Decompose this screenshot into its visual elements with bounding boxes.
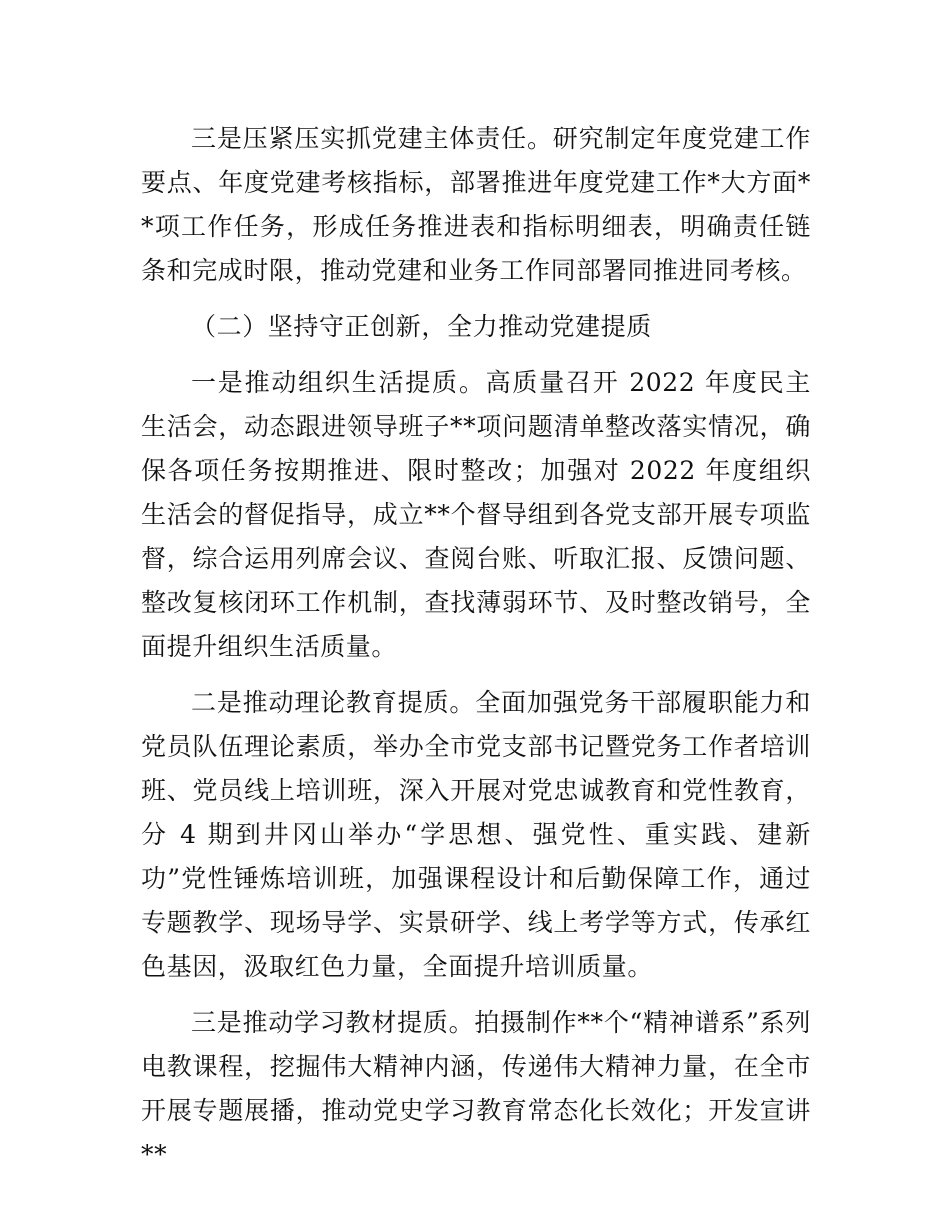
paragraph-organization-life: 一是推动组织生活提质。高质量召开 2022 年度民主生活会，动态跟进领导班子**项问题清单整改落实情况，确保各项任务按期推进、限时整改；加强对 2022 年度组织生活会的督促指导，成立**个督导组到各党支部开展专项监督，综合运用列席会议、查阅台账、听取汇报、反馈问题、整改复核闭环工作机制，查找薄弱环节、及时整改销号，全面提升组织生活质量。: [141, 368, 811, 661]
paragraph-gap: [141, 989, 811, 1001]
paragraph-party-building-responsibility: 三是压紧压实抓党建主体责任。研究制定年度党建工作要点、年度党建考核指标，部署推进年度党建工作*大方面**项工作任务，形成任务推进表和指标明细表，明确责任链条和完成时限，推动党建和业务工作同部署同推进同考核。: [141, 124, 811, 285]
document-body: [141, 117, 811, 1177]
paragraph-gap: [141, 669, 811, 681]
paragraph-learning-materials: 三是推动学习教材提质。拍摄制作**个“精神谱系”系列电教课程，挖掘伟大精神内涵，传递伟大精神力量，在全市开展专题展播，推动党史学习教育常态化长效化；开发宣讲**: [141, 1008, 811, 1169]
paragraph-gap: [141, 349, 811, 361]
paragraph-gap: [141, 293, 811, 305]
section-heading-2: （二）坚持守正创新，全力推动党建提质: [191, 312, 652, 341]
paragraph-theory-education: 二是推动理论教育提质。全面加强党务干部履职能力和党员队伍理论素质，举办全市党支部书记暨党务工作者培训班、党员线上培训班，深入开展对党忠诚教育和党性教育，分 4 期到井冈山举办“学思想、强党性、重实践、建新功”党性锤炼培训班，加强课程设计和后勤保障工作，通过专题教学、现场导学、实景研学、线上考学等方式，传承红色基因，汲取红色力量，全面提升培训质量。: [141, 688, 811, 981]
